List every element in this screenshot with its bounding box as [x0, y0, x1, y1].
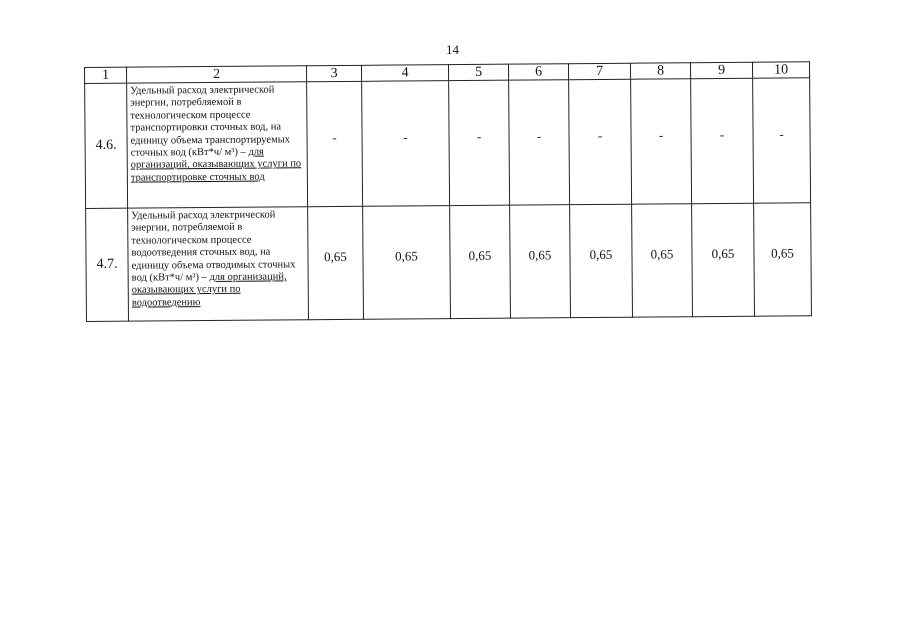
value-text: 0,65	[650, 246, 674, 262]
header-cell: 3	[306, 65, 361, 81]
value-cell	[509, 80, 570, 205]
value-cell	[753, 78, 811, 203]
value-cell	[691, 78, 754, 203]
data-table	[84, 61, 812, 322]
description-text: Удельный расход электрической энергии, потребляемой в технологическом процессе транспортировки сточных вод, на единицу объема транспортируемых сточных вод (кВт*ч/ м³) –	[130, 84, 291, 159]
row-description-cell	[127, 82, 308, 208]
header-cell: 5	[448, 64, 508, 80]
value-text: -	[403, 129, 408, 145]
value-text: -	[476, 128, 482, 144]
page-number: 14	[446, 42, 459, 57]
header-cell: 9	[690, 62, 752, 78]
header-cell: 8	[630, 63, 690, 79]
row-number-cell: 4.6.	[85, 83, 128, 208]
value-text: -	[332, 130, 337, 146]
value-text: -	[658, 127, 664, 143]
value-text: 0,65	[771, 245, 794, 261]
value-cell	[362, 81, 450, 207]
value-text: 0,65	[324, 248, 347, 265]
header-cell: 10	[752, 62, 809, 78]
value-cell	[510, 205, 571, 318]
value-text: -	[779, 126, 784, 142]
value-cell	[631, 79, 692, 204]
value-cell	[449, 80, 510, 205]
value-cell	[363, 206, 451, 320]
value-text: -	[597, 127, 603, 143]
description-underlined-text: для организаций, оказывающих услуги по водоотведению	[131, 271, 287, 309]
header-cell: 7	[568, 63, 630, 79]
value-cell	[692, 203, 755, 316]
row-description-cell	[128, 207, 309, 321]
header-cell: 1	[85, 67, 127, 83]
value-cell	[308, 206, 364, 319]
value-text: 0,65	[589, 246, 613, 263]
value-text: 0,65	[711, 245, 735, 262]
value-text: 0,65	[395, 248, 418, 264]
value-cell	[570, 204, 633, 317]
value-text: 0,65	[468, 247, 492, 263]
value-cell	[632, 204, 693, 317]
table-row	[86, 203, 812, 322]
value-text: 0,65	[528, 247, 552, 263]
table-row	[85, 78, 811, 209]
value-text: -	[719, 126, 725, 143]
header-cell: 2	[127, 66, 307, 83]
header-cell: 4	[361, 65, 448, 82]
description-text: Удельный расход электрической энергии, потребляемой в технологическом процессе водоотведения сточных вод, на единицу объема отводимых сточных вод (кВт*ч/ м³) –	[131, 209, 296, 284]
header-cell: 6	[508, 64, 568, 80]
description-underlined-text: для организаций, оказывающих услуги по транспортировке сточных вод	[130, 146, 302, 184]
value-cell	[569, 79, 632, 204]
value-text: -	[536, 128, 542, 144]
value-cell	[754, 203, 812, 316]
row-number-cell: 4.7.	[86, 208, 129, 321]
value-cell	[307, 81, 363, 206]
value-cell	[450, 205, 511, 318]
